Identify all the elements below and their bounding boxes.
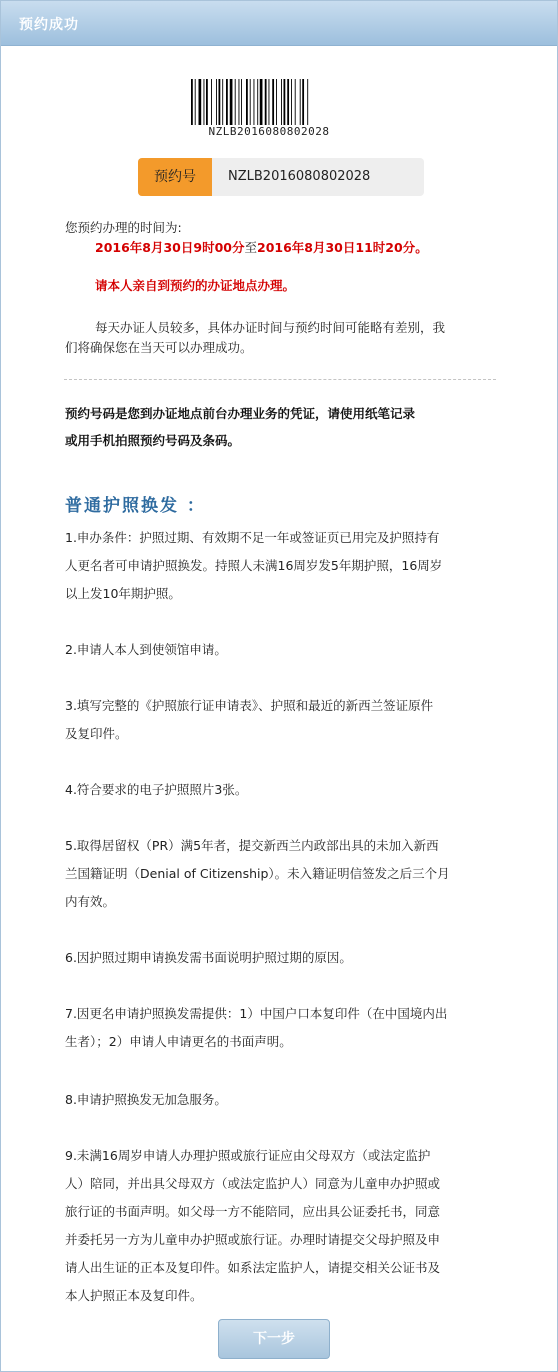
requirement-item-line: 8.申请护照换发无加急服务。 (65, 1092, 227, 1107)
barcode-bar (239, 79, 240, 125)
barcode-bar (216, 79, 217, 125)
notice-wait-line-2: 们将确保您在当天可以办理成功。 (65, 340, 253, 355)
requirement-item-line: 生者）；2）申请人申请更名的书面声明。 (65, 1034, 292, 1049)
requirement-item-line: 内有效。 (65, 894, 116, 909)
barcode-bar (226, 79, 228, 125)
barcode-bar (250, 79, 251, 125)
barcode-bar (272, 79, 274, 125)
barcode-bar (191, 79, 193, 125)
header-bar (1, 1, 557, 46)
requirement-item-line: 旅行证的书面声明。如父母一方不能陪同，应出具公证委托书，同意 (65, 1204, 441, 1219)
barcode-bar (281, 79, 282, 125)
barcode-bar (276, 79, 277, 125)
page-title: 预约成功 (19, 17, 79, 33)
requirement-item-line: 2.申请人本人到使领馆申请。 (65, 642, 227, 657)
requirement-item-line: 4.符合要求的电子护照照片3张。 (65, 782, 248, 797)
barcode-bar (206, 79, 208, 125)
requirement-item-line: 兰国籍证明（Denial of Citizenship）。未入籍证明信签发之后三个月 (65, 866, 450, 881)
divider (64, 379, 496, 380)
requirement-item-line: 1.申办条件：护照过期、有效期不足一年或签证页已用完及护照持有 (65, 530, 440, 545)
barcode-bar (260, 79, 263, 125)
barcode-bar (302, 79, 304, 125)
requirement-item-line: 请人出生证的正本及复印件。如系法定监护人，请提交相关公证书及 (65, 1260, 441, 1275)
barcode-bar (241, 79, 242, 125)
requirement-item-line: 人更名者可申请护照换发。持照人未满16周岁发5年期护照，16周岁 (65, 558, 443, 573)
barcode-bar (284, 79, 286, 125)
requirement-item-line: 6.因护照过期申请换发需书面说明护照过期的原因。 (65, 950, 352, 965)
barcode-bar (307, 79, 308, 125)
time-end: 2016年8月30日11时20分 (257, 240, 416, 255)
barcode-bar (222, 79, 223, 125)
requirement-item-line: 并委托另一方为儿童申办护照或旅行证。办理时请提交父母护照及申 (65, 1232, 441, 1247)
requirement-item-line: 及复印件。 (65, 726, 128, 741)
barcode-bar (254, 79, 255, 125)
barcode-bar (235, 79, 236, 125)
requirement-item-line: 3.填写完整的《护照旅行证申请表》、护照和最近的新西兰签证原件 (65, 698, 434, 713)
appointment-number-value: NZLB2016080802028 (228, 169, 371, 184)
barcode-bar (295, 79, 296, 125)
time-start: 2016年8月30日9时00分 (95, 240, 245, 255)
notice-in-person: 请本人亲自到预约的办证地点办理。 (95, 278, 296, 293)
barcode-bar (219, 79, 221, 125)
barcode-bar (211, 79, 212, 125)
barcode-bar (269, 79, 270, 125)
next-button[interactable]: 下一步 (218, 1319, 330, 1359)
section-title: 普通护照换发 ： (65, 496, 206, 516)
requirement-item-line: 5.取得居留权（PR）满5年者，提交新西兰内政部出具的未加入新西 (65, 838, 439, 853)
voucher-note-line-1: 预约号码是您到办证地点前台办理业务的凭证，请使用纸笔记录 (65, 406, 416, 421)
barcode-bar (204, 79, 205, 125)
barcode-bar (287, 79, 289, 125)
notice-wait-line-1: 每天办证人员较多，具体办证时间与预约时间可能略有差别，我 (95, 320, 446, 335)
barcode-bar (195, 79, 196, 125)
barcode-bar (199, 79, 202, 125)
time-connector: 至 (244, 240, 257, 255)
requirement-item-line: 本人护照正本及复印件。 (65, 1288, 203, 1303)
appointment-number-label: 预约号 (138, 158, 212, 196)
barcode-bar (257, 79, 258, 125)
barcode-image (189, 79, 349, 125)
requirement-item-line: 7.因更名申请护照换发需提供：1）中国户口本复印件（在中国境内出 (65, 1006, 448, 1021)
requirement-item-line: 9.未满16周岁申请人办理护照或旅行证应由父母双方（或法定监护 (65, 1148, 431, 1163)
time-range (95, 235, 428, 261)
barcode-bar (246, 79, 248, 125)
time-suffix: 。 (415, 240, 428, 255)
barcode-bar (230, 79, 233, 125)
requirement-item-line: 人）陪同，并出具父母双方（或法定监护人）同意为儿童申办护照或 (65, 1176, 441, 1191)
voucher-note-line-2: 或用手机拍照预约号码及条码。 (65, 433, 241, 448)
barcode-bar (265, 79, 267, 125)
barcode-bar (291, 79, 292, 125)
requirement-item-line: 以上发10年期护照。 (65, 586, 181, 601)
appointment-number-box (138, 158, 424, 196)
barcode-bar (300, 79, 301, 125)
barcode-text: NZLB2016080802028 (208, 125, 330, 138)
time-intro: 您预约办理的时间为: (65, 220, 182, 235)
